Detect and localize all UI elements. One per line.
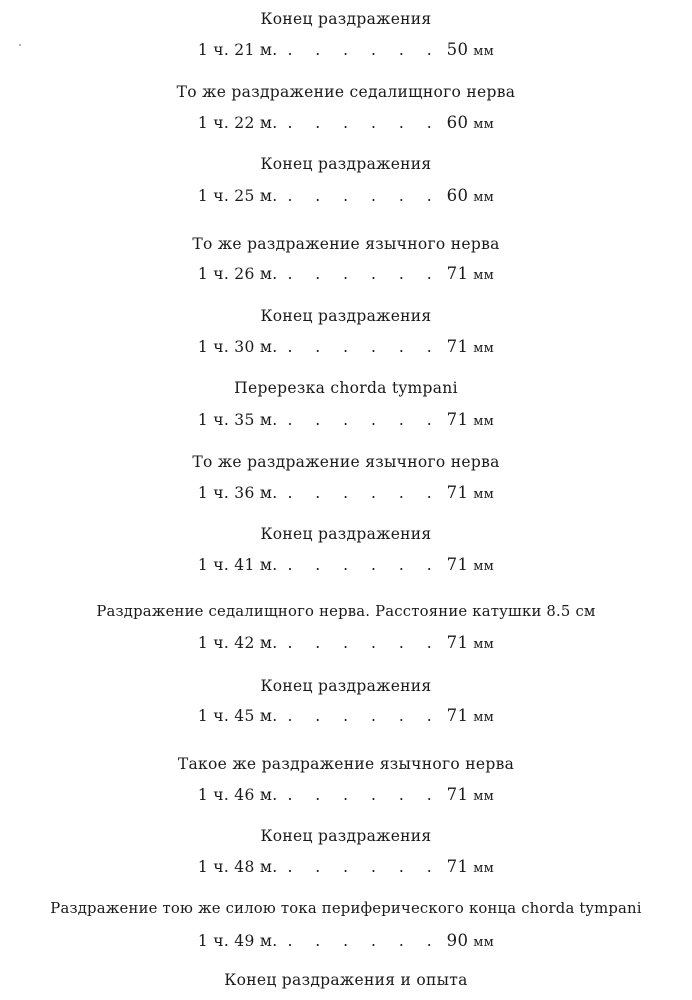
measurement-value: 60 xyxy=(446,186,469,205)
entry-heading: То же раздражение язычного нерва xyxy=(192,453,500,471)
measurement-value: 50 xyxy=(446,40,469,59)
entry-heading: Такое же раздражение язычного нерва xyxy=(177,755,515,773)
measurement-unit: мм xyxy=(473,268,495,283)
measurement-line xyxy=(0,264,692,286)
entry-heading: Конец раздражения xyxy=(260,307,432,325)
leader-dots: . . . . . . xyxy=(287,114,441,132)
leader-dots: . . . . . . xyxy=(287,786,441,804)
leader-dots: . . . . . . xyxy=(287,858,441,876)
measurement-time: 1 ч. 49 м. xyxy=(197,932,278,950)
measurement-line xyxy=(0,555,692,577)
leader-dots: . . . . . . xyxy=(287,265,441,283)
measurement-line xyxy=(0,785,692,807)
measurement-value: 71 xyxy=(446,410,469,429)
measurement-value: 71 xyxy=(446,555,469,574)
measurement-unit: мм xyxy=(473,637,495,652)
measurement-value: 71 xyxy=(446,264,469,283)
measurement-time: 1 ч. 48 м. xyxy=(197,858,278,876)
entry-heading: Конец раздражения xyxy=(260,10,432,28)
measurement-time: 1 ч. 41 м. xyxy=(197,556,278,574)
measurement-line xyxy=(0,706,692,728)
measurement-value: 71 xyxy=(446,337,469,356)
leader-dots: . . . . . . xyxy=(287,411,441,429)
measurement-value: 71 xyxy=(446,483,469,502)
entry-heading: Раздражение тою же силою тока периферического конца chorda tympani xyxy=(50,900,642,917)
entry-heading: Конец раздражения xyxy=(260,827,432,845)
measurement-line xyxy=(0,633,692,655)
measurement-time: 1 ч. 46 м. xyxy=(197,786,278,804)
measurement-unit: мм xyxy=(473,190,495,205)
leader-dots: . . . . . . xyxy=(287,634,441,652)
entry-heading: Конец раздражения xyxy=(260,677,432,695)
leader-dots: . . . . . . xyxy=(287,41,441,59)
measurement-unit: мм xyxy=(473,341,495,356)
entry-heading: То же раздражение седалищного нерва xyxy=(176,83,516,101)
measurement-time: 1 ч. 45 м. xyxy=(197,707,278,725)
measurement-unit: мм xyxy=(473,789,495,804)
measurement-value: 71 xyxy=(446,706,469,725)
measurement-unit: мм xyxy=(473,414,495,429)
leader-dots: . . . . . . xyxy=(287,187,441,205)
measurement-line xyxy=(0,113,692,135)
measurement-value: 71 xyxy=(446,785,469,804)
measurement-time: 1 ч. 30 м. xyxy=(197,338,278,356)
measurement-value: 71 xyxy=(446,633,469,652)
measurement-value: 71 xyxy=(446,857,469,876)
measurement-line xyxy=(0,410,692,432)
measurement-line xyxy=(0,483,692,505)
measurement-unit: мм xyxy=(473,44,495,59)
measurement-unit: мм xyxy=(473,487,495,502)
entry-heading: То же раздражение язычного нерва xyxy=(192,235,500,253)
measurement-value: 60 xyxy=(446,113,469,132)
leader-dots: . . . . . . xyxy=(287,338,441,356)
measurement-unit: мм xyxy=(473,935,495,950)
measurement-line xyxy=(0,40,692,62)
measurement-time: 1 ч. 35 м. xyxy=(197,411,278,429)
leader-dots: . . . . . . xyxy=(287,556,441,574)
measurement-line xyxy=(0,931,692,953)
measurement-unit: мм xyxy=(473,117,495,132)
measurement-time: 1 ч. 25 м. xyxy=(197,187,278,205)
measurement-time: 1 ч. 42 м. xyxy=(197,634,278,652)
measurement-line xyxy=(0,186,692,208)
measurement-time: 1 ч. 26 м. xyxy=(197,265,278,283)
entry-heading: Конец раздражения xyxy=(260,525,432,543)
entry-heading: Перерезка chorda tympani xyxy=(234,379,458,397)
leader-dots: . . . . . . xyxy=(287,484,441,502)
entry-heading: Конец раздражения xyxy=(260,155,432,173)
measurement-unit: мм xyxy=(473,861,495,876)
measurement-value: 90 xyxy=(446,931,469,950)
measurement-unit: мм xyxy=(473,710,495,725)
leader-dots: . . . . . . xyxy=(287,707,441,725)
measurement-line xyxy=(0,337,692,359)
entry-heading: Раздражение седалищного нерва. Расстояние катушки 8.5 см xyxy=(96,603,596,620)
leader-dots: . . . . . . xyxy=(287,932,441,950)
measurement-unit: мм xyxy=(473,559,495,574)
measurement-time: 1 ч. 36 м. xyxy=(197,484,278,502)
closing-line: Конец раздражения и опыта xyxy=(224,971,468,989)
measurement-line xyxy=(0,857,692,879)
measurement-time: 1 ч. 22 м. xyxy=(197,114,278,132)
measurement-time: 1 ч. 21 м. xyxy=(197,41,278,59)
